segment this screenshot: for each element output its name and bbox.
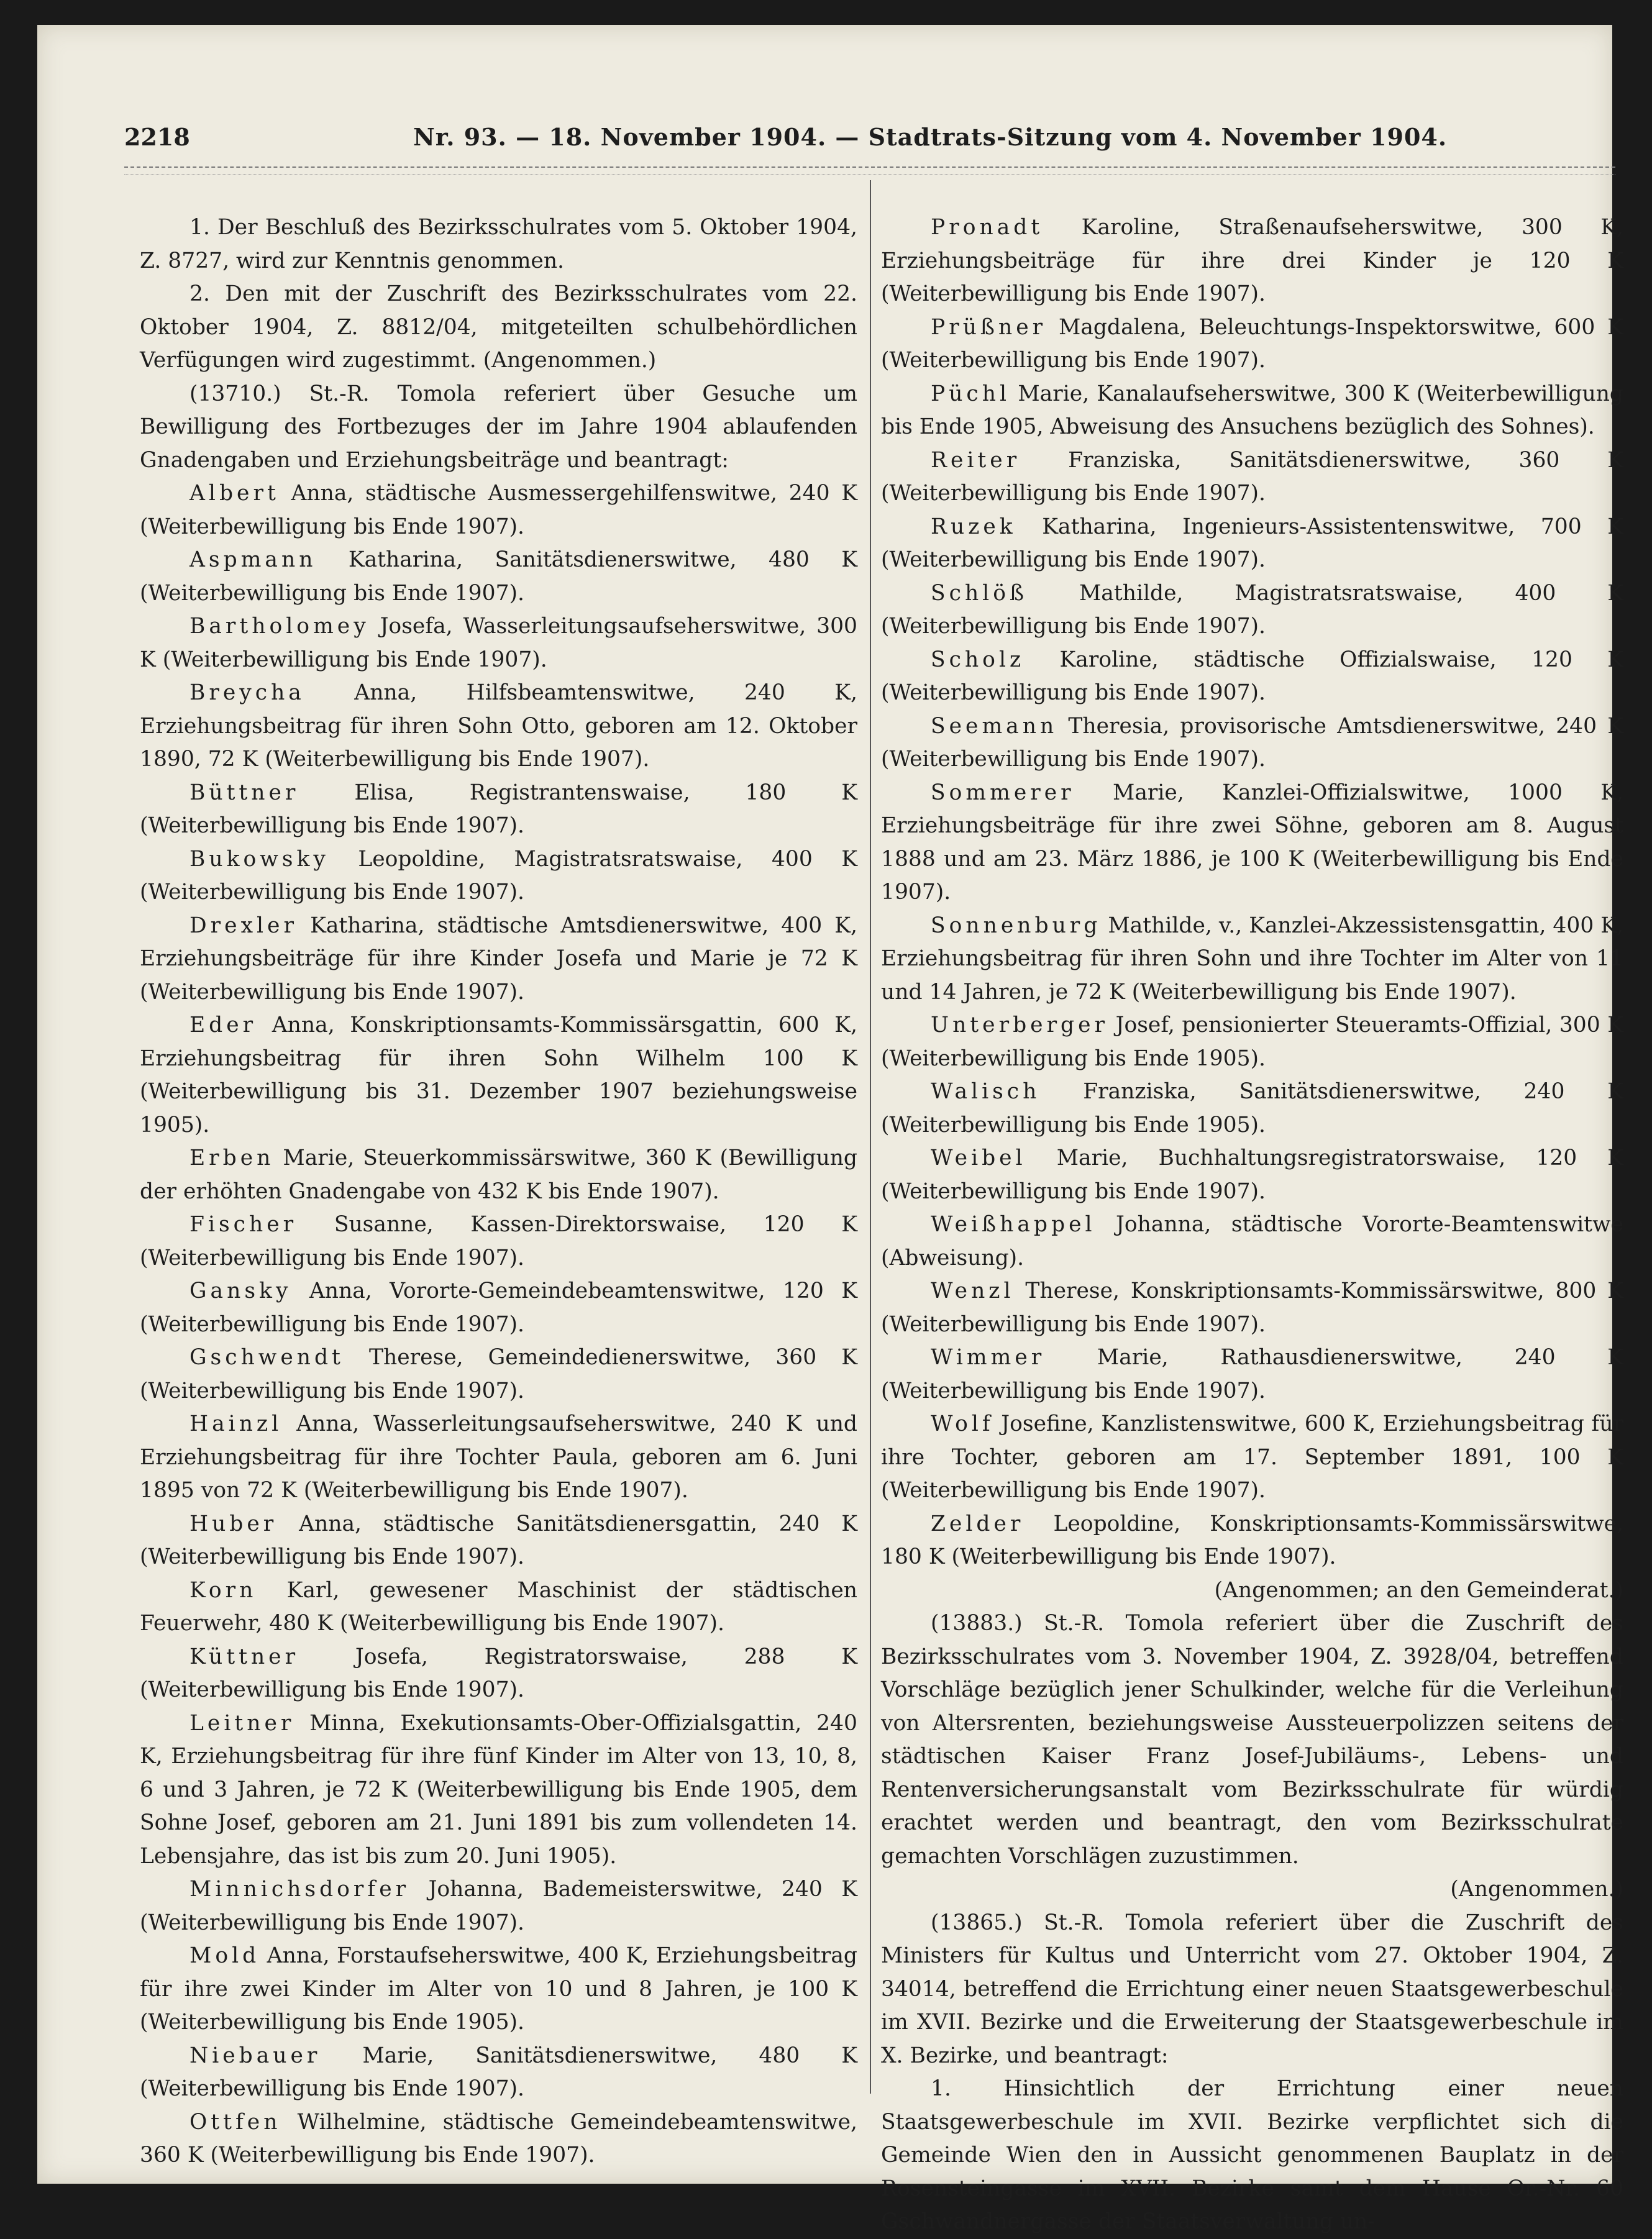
paragraph-text: Anna, Konskriptionsamts-Kommissärsgattin, 600 K, Erziehungsbeitrag für ihren Sohn Wilhelm 100 K (Weiterbewilligung bis 31. Dezember 1907 beziehungsweise 1905). bbox=[140, 1013, 857, 1138]
entry-name: Püchl bbox=[931, 381, 1011, 406]
paragraph-text: Franziska, Sanitätsdienerswitwe, 240 K (Weiterbewilligung bis Ende 1905). bbox=[881, 1079, 1623, 1138]
text-paragraph bbox=[881, 1873, 1623, 1907]
entry-name: Aspmann bbox=[189, 547, 317, 572]
entry-name: Wenzl bbox=[931, 1279, 1015, 1303]
entry-name: Pronadt bbox=[931, 215, 1044, 240]
entry-paragraph bbox=[881, 378, 1623, 444]
entry-name: Gansky bbox=[189, 1279, 292, 1303]
entry-name: Ruzek bbox=[931, 514, 1016, 539]
entry-paragraph bbox=[881, 1142, 1623, 1208]
left-column bbox=[140, 211, 857, 2173]
page-header bbox=[124, 123, 1535, 160]
paragraph-text: Wilhelmine, städtische Gemeindebeamtenswitwe, 360 K (Weiterbewilligung bis Ende 1907). bbox=[140, 2109, 857, 2168]
entry-paragraph bbox=[140, 777, 857, 843]
entry-paragraph bbox=[881, 444, 1623, 511]
paragraph-text: Marie, Sanitätsdienerswitwe, 480 K (Weiterbewilligung bis Ende 1907). bbox=[140, 2043, 858, 2101]
paragraph-text: Therese, Konskriptionsamts-Kommissärswitwe, 800 K (Weiterbewilligung bis Ende 1907). bbox=[881, 1279, 1623, 1337]
entry-paragraph bbox=[140, 2040, 857, 2106]
paragraph-text: (Angenommen; an den Gemeinderat.) bbox=[1214, 1577, 1623, 1603]
paragraph-text: Katharina, Ingenieurs-Assistentenswitwe, 700 K (Weiterbewilligung bis Ende 1907). bbox=[881, 514, 1623, 572]
entry-name: Reiter bbox=[931, 447, 1021, 473]
entry-paragraph bbox=[881, 1275, 1623, 1341]
column-divider bbox=[870, 180, 871, 2094]
entry-paragraph bbox=[140, 477, 857, 544]
paragraph-text: Susanne, Kassen-Direktorswaise, 120 K (Weiterbewilligung bis Ende 1907). bbox=[140, 1212, 857, 1270]
entry-name: Unterberger bbox=[931, 1013, 1109, 1037]
entry-paragraph bbox=[881, 1408, 1623, 1508]
paragraph-text: Marie, Kanalaufseherswitwe, 300 K (Weiterbewilligung bis Ende 1905, Abweisung des Ansuchens bezüglich des Sohnes). bbox=[881, 381, 1624, 439]
entry-paragraph bbox=[881, 1009, 1623, 1075]
entry-name: Ottfen bbox=[189, 2109, 281, 2135]
paragraph-text: Josefa, Wasserleitungsaufseherswitwe, 300 K (Weiterbewilligung bis Ende 1907). bbox=[140, 614, 858, 672]
paragraph-text: Anna, Wasserleitungsaufseherswitwe, 240 K und Erziehungsbeitrag für ihre Tochter Paula, geboren am 6. Juni 1895 von 72 K (Weiterbewilligung bis Ende 1907). bbox=[140, 1411, 857, 1503]
text-paragraph bbox=[140, 378, 857, 478]
paragraph-text: Elisa, Registrantenswaise, 180 K (Weiterbewilligung bis Ende 1907). bbox=[140, 780, 857, 838]
entry-name: Hainzl bbox=[189, 1411, 283, 1436]
entry-paragraph bbox=[881, 644, 1623, 710]
entry-paragraph bbox=[140, 1641, 857, 1707]
paragraph-text: 1. Der Beschluß des Bezirksschulrates vom 5. Oktober 1904, Z. 8727, wird zur Kenntnis genommen. bbox=[140, 215, 857, 273]
paragraph-text: Marie, Buchhaltungsregistratorswaise, 120 K (Weiterbewilligung bis Ende 1907). bbox=[881, 1146, 1623, 1204]
paragraph-text: 2. Den mit der Zuschrift des Bezirksschulrates vom 22. Oktober 1904, Z. 8812/04, mitgeteilten schulbehördlichen Verfügungen wird zugestimmt. (Angenommen.) bbox=[140, 281, 857, 373]
entry-name: Korn bbox=[189, 1577, 257, 1603]
paragraph-text: Karoline, Straßenaufseherswitwe, 300 K, Erziehungsbeiträge für ihre drei Kinder je 120 K (Weiterbewilligung bis Ende 1907). bbox=[881, 215, 1623, 306]
entry-name: Büttner bbox=[189, 780, 299, 805]
paragraph-text: Mathilde, v., Kanzlei-Akzessistensgattin, 400 K, Erziehungsbeitrag für ihren Sohn und ihre Tochter im Alter von 11 und 14 Jahren, je 72 K (Weiterbewilligung bis Ende 1907). bbox=[881, 913, 1623, 1005]
entry-name: Schlöß bbox=[931, 580, 1028, 606]
entry-paragraph bbox=[881, 511, 1623, 577]
entry-paragraph bbox=[140, 1208, 857, 1275]
entry-name: Leitner bbox=[189, 1710, 295, 1736]
paragraph-text: Marie, Kanzlei-Offizialswitwe, 1000 K, Erziehungsbeiträge für ihre zwei Söhne, geboren am 8. August 1888 und am 23. März 1886, je 100 K (Weiterbewilligung bis Ende 1907). bbox=[881, 780, 1623, 905]
entry-paragraph bbox=[140, 1574, 857, 1641]
paragraph-text: Franziska, Sanitätsdienerswitwe, 360 K (Weiterbewilligung bis Ende 1907). bbox=[881, 447, 1623, 506]
paragraph-text: Anna, Hilfsbeamtenswitwe, 240 K, Erziehungsbeitrag für ihren Sohn Otto, geboren am 12. Oktober 1890, 72 K (Weiterbewilligung bis Ende 1907). bbox=[140, 680, 857, 772]
paragraph-text: Karoline, städtische Offizialswaise, 120 K (Weiterbewilligung bis Ende 1907). bbox=[881, 647, 1624, 705]
paragraph-text: Magdalena, Beleuchtungs-Inspektorswitwe, 600 K (Weiterbewilligung bis Ende 1907). bbox=[881, 314, 1623, 373]
paragraph-text: Anna, Forstaufseherswitwe, 400 K, Erziehungsbeitrag für ihre zwei Kinder im Alter von 10 und 8 Jahren, je 100 K (Weiterbewilligung bis Ende 1905). bbox=[140, 1943, 857, 2035]
entry-name: Gschwendt bbox=[189, 1345, 344, 1370]
entry-name: Minnichsdorfer bbox=[189, 1877, 410, 1902]
entry-paragraph bbox=[881, 910, 1623, 1010]
entry-paragraph bbox=[881, 311, 1623, 378]
entry-paragraph bbox=[140, 1275, 857, 1341]
paragraph-text: Marie, Steuerkommissärswitwe, 360 K (Bewilligung der erhöhten Gnadengabe von 432 K bis Ende 1907). bbox=[140, 1146, 858, 1204]
paragraph-text: Josefine, Kanzlistenswitwe, 600 K, Erziehungsbeitrag für ihre Tochter, geboren am 17. September 1891, 100 K (Weiterbewilligung bis Ende 1907). bbox=[881, 1411, 1623, 1503]
entry-name: Albert bbox=[189, 481, 280, 506]
paragraph-text: Anna, städtische Ausmessergehilfenswitwe, 240 K (Weiterbewilligung bis Ende 1907). bbox=[140, 481, 857, 539]
entry-name: Walisch bbox=[931, 1079, 1041, 1104]
entry-paragraph bbox=[881, 211, 1623, 311]
paragraph-text: Josefa, Registratorswaise, 288 K (Weiterbewilligung bis Ende 1907). bbox=[140, 1644, 857, 1702]
paragraph-text: (13865.) St.-R. Tomola referiert über die Zuschrift des Ministers für Kultus und Unterricht vom 27. Oktober 1904, Z. 34014, betreffend die Errichtung einer neuen Staatsgewerbeschule im XVII. Bezirke und die Erweiterung der Staatsgewerbeschule im X. Bezirke, und beantragt: bbox=[881, 1910, 1623, 2068]
entry-paragraph bbox=[140, 1341, 857, 1408]
paragraph-text: Josef, pensionierter Steueramts-Offizial, 300 K (Weiterbewilligung bis Ende 1905). bbox=[881, 1013, 1624, 1071]
entry-name: Drexler bbox=[189, 913, 298, 938]
entry-name: Bartholomey bbox=[189, 614, 370, 639]
entry-paragraph bbox=[140, 910, 857, 1010]
entry-name: Wolf bbox=[931, 1411, 994, 1436]
text-paragraph bbox=[881, 2073, 1623, 2239]
entry-name: Huber bbox=[189, 1511, 278, 1536]
paragraph-text: Leopoldine, Magistratsratswaise, 400 K (Weiterbewilligung bis Ende 1907). bbox=[140, 846, 858, 905]
paragraph-text: Theresia, provisorische Amtsdienerswitwe, 240 K (Weiterbewilligung bis Ende 1907). bbox=[881, 713, 1623, 772]
entry-paragraph bbox=[140, 843, 857, 910]
entry-name: Bukowsky bbox=[189, 846, 329, 872]
entry-name: Weißhappel bbox=[931, 1212, 1096, 1237]
entry-paragraph bbox=[140, 1940, 857, 2040]
entry-name: Erben bbox=[189, 1146, 275, 1170]
entry-paragraph bbox=[140, 677, 857, 777]
entry-name: Eder bbox=[189, 1013, 257, 1037]
entry-name: Zelder bbox=[931, 1511, 1025, 1536]
paragraph-text: 1. Hinsichtlich der Errichtung einer neuen Staatsgewerbeschule im XVII. Bezirke verpflichtet sich die Gemeinde Wien den in Aussicht genommenen Bauplatz in der Rosensteingasse im XVII. Bezirke samt dem Hause Or.-Nr. 60 Gschwandnergasse der Staatsverwaltung un- bbox=[881, 2076, 1623, 2234]
entry-paragraph bbox=[140, 1707, 857, 1874]
paragraph-text: Therese, Gemeindedienerswitwe, 360 K (Weiterbewilligung bis Ende 1907). bbox=[140, 1345, 857, 1403]
entry-paragraph bbox=[140, 610, 857, 677]
header-rule bbox=[124, 166, 1615, 175]
entry-paragraph bbox=[881, 1508, 1623, 1574]
paragraph-text: Mathilde, Magistratsratswaise, 400 K (Weiterbewilligung bis Ende 1907). bbox=[881, 580, 1624, 639]
entry-paragraph bbox=[140, 1873, 857, 1940]
paragraph-text: Johanna, Bademeisterswitwe, 240 K (Weiterbewilligung bis Ende 1907). bbox=[140, 1877, 857, 1935]
entry-paragraph bbox=[881, 777, 1623, 910]
text-paragraph bbox=[140, 211, 857, 278]
text-paragraph bbox=[881, 1607, 1623, 1873]
entry-paragraph bbox=[140, 1142, 857, 1208]
paragraph-text: Minna, Exekutionsamts-Ober-Offizialsgattin, 240 K, Erziehungsbeitrag für ihre fünf Kinder im Alter von 13, 10, 8, 6 und 3 Jahren, je 72 K (Weiterbewilligung bis Ende 1905, dem Sohne Josef, geboren am 21. Juni 1891 bis zum vollendeten 14. Lebensjahre, das ist bis zum 20. Juni 1905). bbox=[140, 1710, 857, 1869]
entry-name: Küttner bbox=[189, 1644, 299, 1669]
entry-name: Niebauer bbox=[189, 2043, 321, 2068]
entry-name: Seemann bbox=[931, 713, 1058, 739]
paragraph-text: Karl, gewesener Maschinist der städtischen Feuerwehr, 480 K (Weiterbewilligung bis Ende 1907). bbox=[140, 1577, 857, 1636]
right-column bbox=[881, 211, 1623, 2239]
text-paragraph bbox=[881, 1574, 1623, 1608]
paragraph-text: Katharina, Sanitätsdienerswitwe, 480 K (Weiterbewilligung bis Ende 1907). bbox=[140, 547, 857, 606]
entry-name: Sonnenburg bbox=[931, 913, 1102, 938]
entry-name: Mold bbox=[189, 1943, 260, 1968]
entry-name: Prüßner bbox=[931, 314, 1047, 340]
entry-paragraph bbox=[881, 710, 1623, 777]
entry-name: Breycha bbox=[189, 680, 305, 705]
entry-paragraph bbox=[140, 1408, 857, 1508]
entry-paragraph bbox=[140, 1508, 857, 1574]
paragraph-text: Katharina, städtische Amtsdienerswitwe, 400 K, Erziehungsbeiträge für ihre Kinder Josefa und Marie je 72 K (Weiterbewilligung bis Ende 1907). bbox=[140, 913, 857, 1005]
text-paragraph bbox=[140, 278, 857, 378]
entry-name: Fischer bbox=[189, 1212, 298, 1237]
entry-paragraph bbox=[881, 577, 1623, 644]
entry-paragraph bbox=[881, 1341, 1623, 1408]
paragraph-text: Marie, Rathausdienerswitwe, 240 K (Weiterbewilligung bis Ende 1907). bbox=[881, 1345, 1624, 1403]
paragraph-text: Leopoldine, Konskriptionsamts-Kommissärswitwe, 180 K (Weiterbewilligung bis Ende 1907). bbox=[881, 1511, 1624, 1569]
paragraph-text: Johanna, städtische Vororte-Beamtenswitwe (Abweisung). bbox=[881, 1212, 1623, 1270]
running-title: Nr. 93. — 18. November 1904. — Stadtrats-Sitzung vom 4. November 1904. bbox=[413, 123, 1448, 151]
paragraph-text: Anna, Vororte-Gemeindebeamtenswitwe, 120 K (Weiterbewilligung bis Ende 1907). bbox=[140, 1279, 857, 1337]
entry-name: Weibel bbox=[931, 1146, 1026, 1170]
entry-paragraph bbox=[140, 2106, 857, 2173]
paragraph-text: Anna, städtische Sanitätsdienersgattin, 240 K (Weiterbewilligung bis Ende 1907). bbox=[140, 1511, 857, 1569]
paragraph-text: (13710.) St.-R. Tomola referiert über Gesuche um Bewilligung des Fortbezuges der im Jahre 1904 ablaufenden Gnadengaben und Erziehungsbeiträge und beantragt: bbox=[140, 381, 857, 473]
newspaper-page bbox=[37, 25, 1624, 2234]
entry-name: Sommerer bbox=[931, 780, 1075, 805]
entry-paragraph bbox=[881, 1208, 1623, 1275]
entry-paragraph bbox=[140, 1009, 857, 1142]
entry-name: Wimmer bbox=[931, 1345, 1046, 1370]
entry-paragraph bbox=[140, 544, 857, 610]
entry-paragraph bbox=[881, 1075, 1623, 1142]
paragraph-text: (13883.) St.-R. Tomola referiert über die Zuschrift des Bezirksschulrates vom 3. November 1904, Z. 3928/04, betreffend Vorschläge bezüglich jener Schulkinder, welche für die Verleihung von Altersrenten, beziehungsweise Aussteuerpolizzen seitens der städtischen Kaiser Franz Josef-Jubiläums-, Lebens- und Rentenversicherungsanstalt vom Bezirksschulrate für würdig erachtet werden und beantragt, den vom Bezirksschulrate gemachten Vorschlägen zuzustimmen. bbox=[881, 1611, 1623, 1869]
entry-name: Scholz bbox=[931, 647, 1025, 672]
paragraph-text: (Angenommen.) bbox=[1450, 1877, 1623, 1902]
page-number: 2218 bbox=[124, 123, 190, 151]
text-paragraph bbox=[881, 1907, 1623, 2073]
